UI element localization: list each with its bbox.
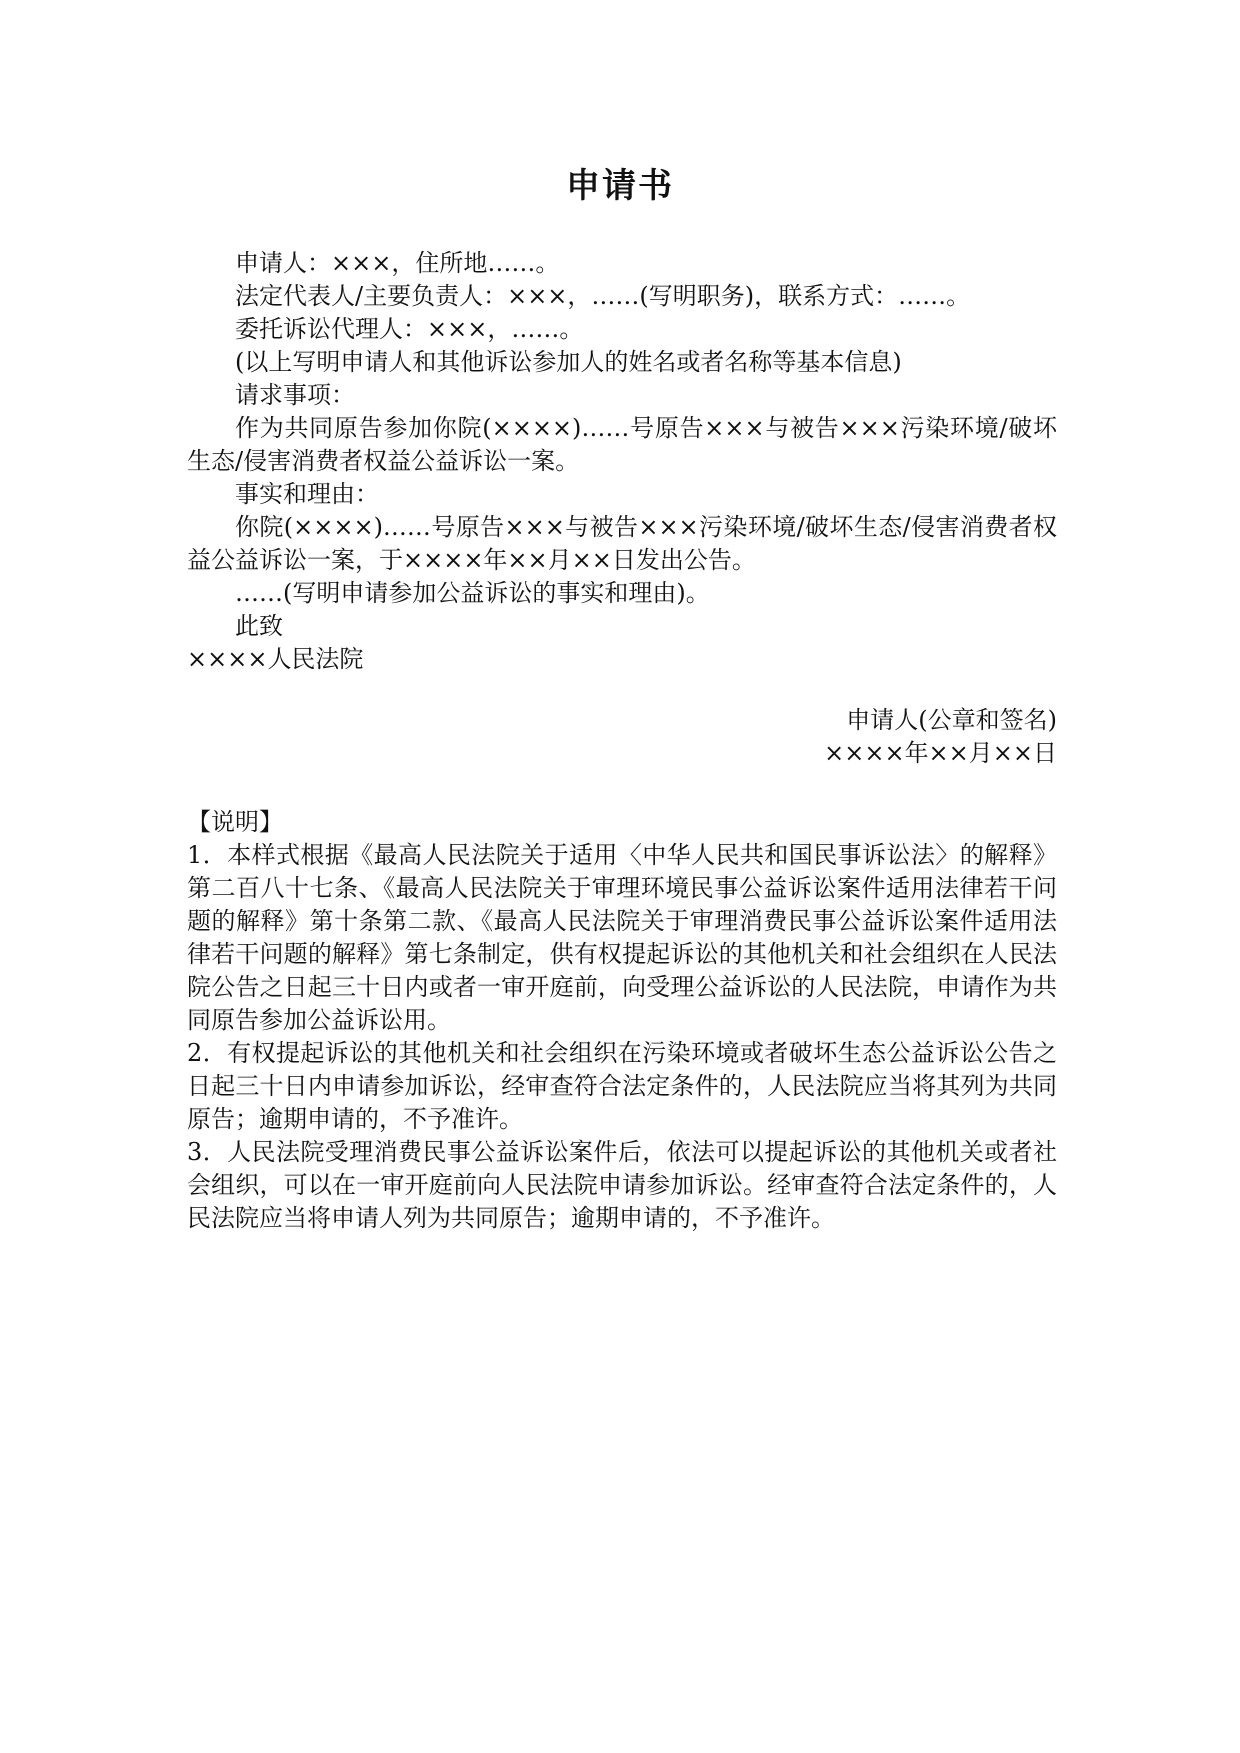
request-content: 作为共同原告参加你院(××××)……号原告×××与被告×××污染环境/破坏生态/侵害消费者权益公益诉讼一案。 xyxy=(187,414,1057,475)
explanation-item-2: 2．有权提起诉讼的其他机关和社会组织在污染环境或者破坏生态公益诉讼公告之日起三十日内申请参加诉讼，经审查符合法定条件的，人民法院应当将其列为共同原告；逾期申请的，不予准许。 xyxy=(187,1039,1057,1133)
applicant-line: 申请人：×××，住所地……。 xyxy=(235,249,560,277)
agent-line: 委托诉讼代理人：×××，……。 xyxy=(235,315,584,343)
explanation-item-1: 1．本样式根据《最高人民法院关于适用〈中华人民共和国民事诉讼法〉的解释》第二百八十七条、《最高人民法院关于审理环境民事公益诉讼案件适用法律若干问题的解释》第十条第二款、《最高人民法院关于审理消费民事公益诉讼案件适用法律若干问题的解释》第七条制定，供有权提起诉讼的其他机关和社会组织在人民法院公告之日起三十日内或者一审开庭前，向受理公益诉讼的人民法院，申请作为共同原告参加公益诉讼用。 xyxy=(187,841,1057,1034)
signature-block xyxy=(824,704,1057,770)
document-title: 申请书 xyxy=(566,166,674,206)
legal-representative-line: 法定代表人/主要负责人：×××，……(写明职务)，联系方式：……。 xyxy=(235,282,971,310)
facts-content: 你院(××××)……号原告×××与被告×××污染环境/破坏生态/侵害消费者权益公益诉讼一案，于××××年××月××日发出公告。 xyxy=(187,513,1057,574)
facts-heading: 事实和理由： xyxy=(235,480,379,508)
explanation-heading: 【说明】 xyxy=(187,808,283,836)
addressee: ××××人民法院 xyxy=(187,645,364,673)
date-line: ××××年××月××日 xyxy=(824,739,1057,767)
application-body xyxy=(187,247,1057,676)
signature-line: 申请人(公章和签名) xyxy=(846,706,1057,734)
request-heading: 请求事项： xyxy=(235,381,355,409)
salutation: 此致 xyxy=(235,612,283,640)
info-note-line: (以上写明申请人和其他诉讼参加人的姓名或者名称等基本信息) xyxy=(235,348,902,376)
explanation-item-3: 3．人民法院受理消费民事公益诉讼案件后，依法可以提起诉讼的其他机关或者社会组织，可以在一审开庭前向人民法院申请参加诉讼。经审查符合法定条件的，人民法院应当将申请人列为共同原告；逾期申请的，不予准许。 xyxy=(187,1138,1057,1232)
explanation-section xyxy=(187,806,1057,1235)
facts-detail: ……(写明申请参加公益诉讼的事实和理由)。 xyxy=(235,579,710,607)
